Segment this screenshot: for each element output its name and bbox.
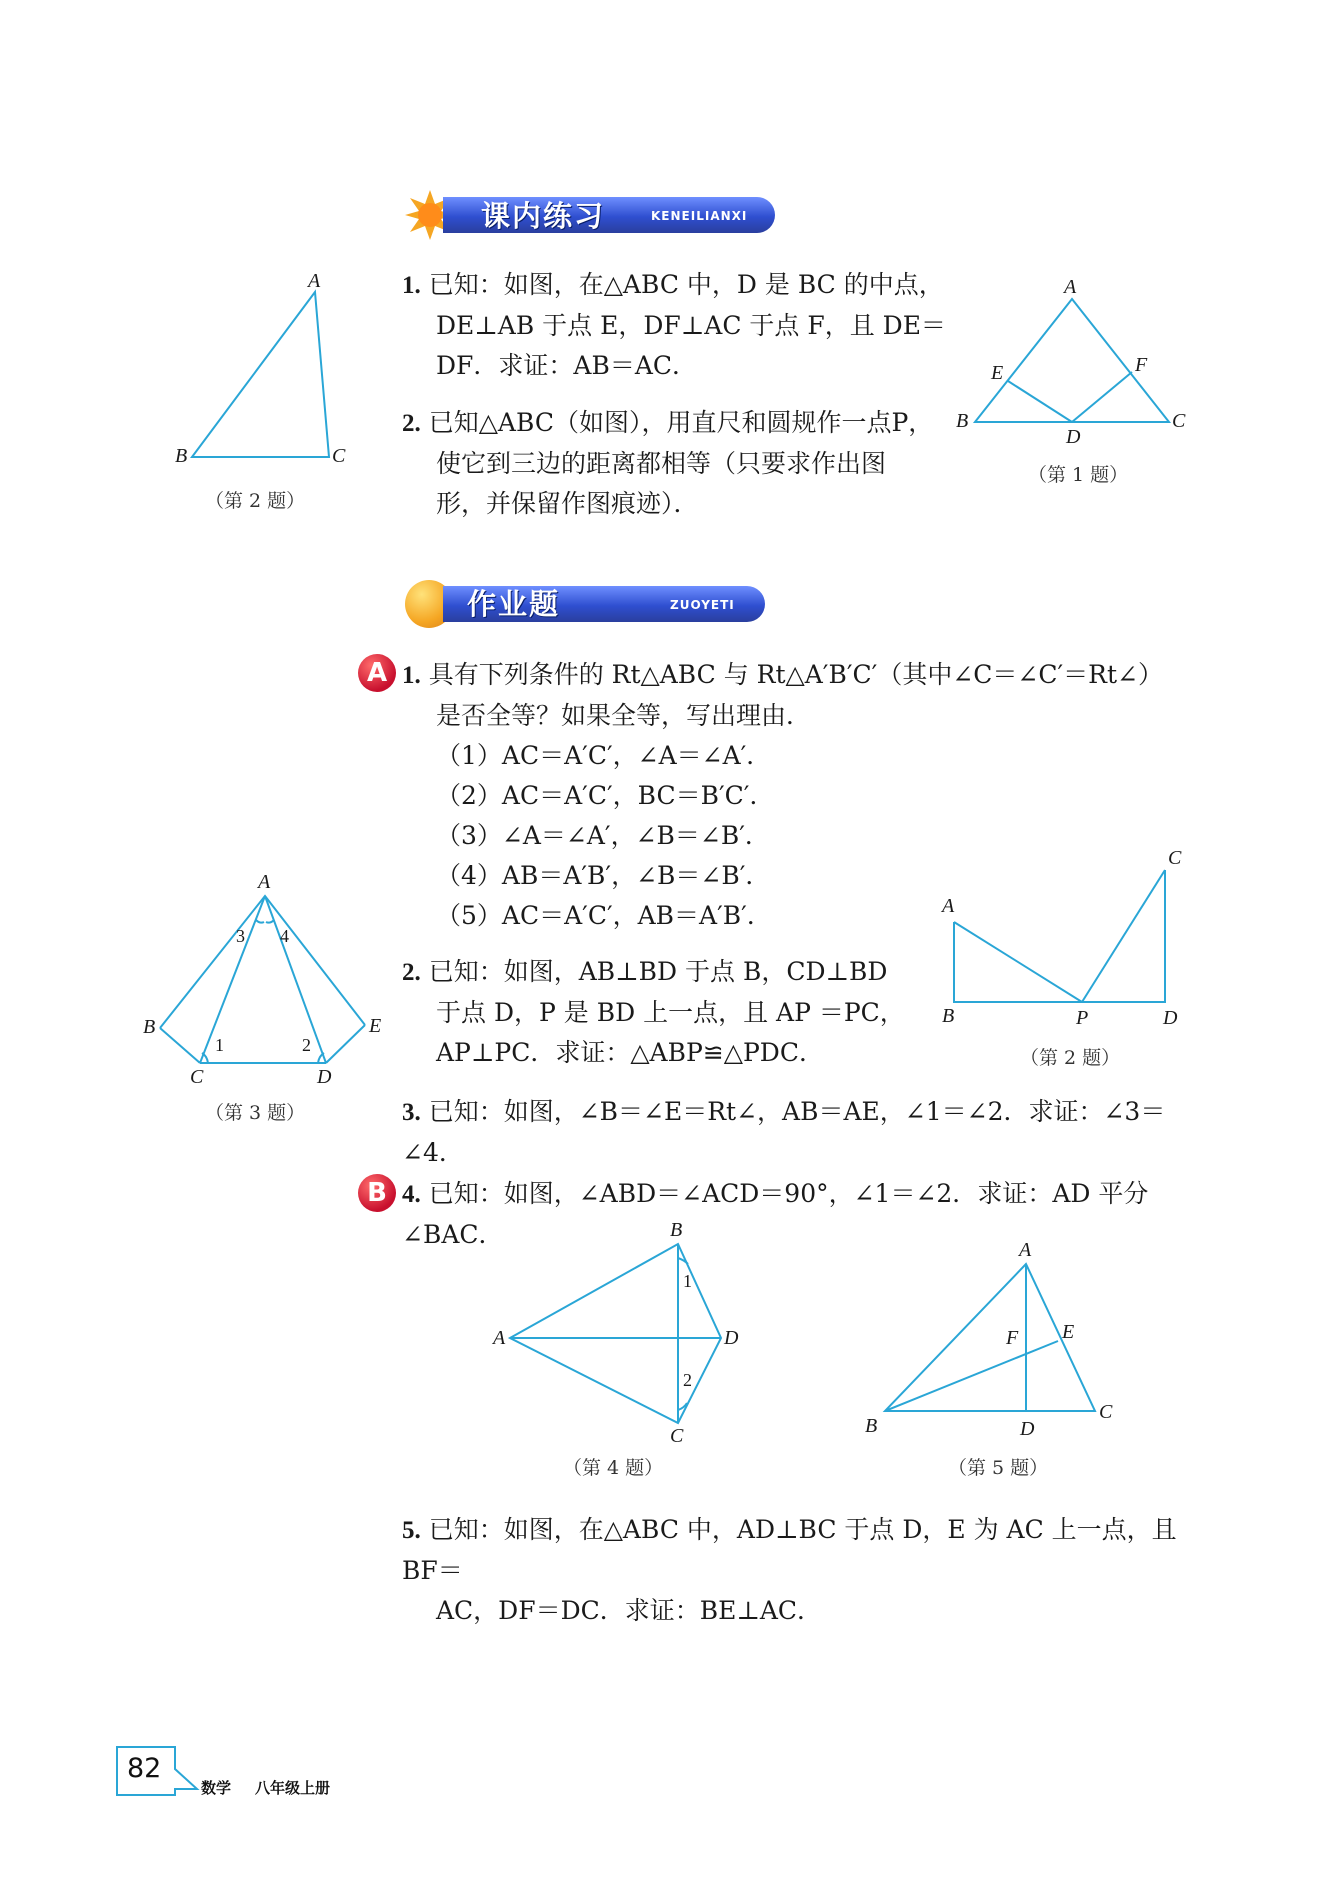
label-c: C [670,1425,684,1447]
question-line: 已知：如图，AB⊥BD 于点 B，CD⊥BD [428,957,888,986]
label-b: B [175,445,188,467]
label-f: F [1135,354,1148,376]
label-a: A [308,270,321,292]
label-a: A [1064,276,1077,298]
book-title: 数学 [201,1779,232,1797]
question-line: DF．求证：AB＝AC． [436,351,697,380]
question-number: 2. [402,410,421,437]
sub-item: （4）AB＝A′B′，∠B＝∠B′． [436,861,771,890]
angle-2: 2 [302,1035,311,1055]
question-line: 已知：如图，∠B＝∠E＝Rt∠，AB＝AE，∠1＝∠2．求证：∠3＝∠4． [402,1097,1166,1167]
label-c: C [332,445,346,467]
level-a-badge: A [358,654,396,692]
level-b-badge: B [358,1174,396,1212]
question-number: 1. [402,662,421,689]
question-line: AP⊥PC．求证：△ABP≌△PDC． [436,1038,824,1067]
sub-item: （2）AC＝A′C′，BC＝B′C′． [436,781,775,810]
section-subtitle: KENEILIANXI [651,209,748,223]
figure-homework-4 [490,1220,760,1450]
question-number: 4. [402,1181,421,1208]
question-number: 3. [402,1099,421,1126]
label-a: A [942,895,955,917]
label-b: B [942,1005,955,1027]
figure-homework-2 [930,848,1200,1033]
section-banner-practice [405,190,775,240]
label-d: D [724,1327,739,1349]
label-d: D [1020,1418,1035,1440]
caption-homework-5: （第 5 题） [948,1457,1049,1479]
homework-question-2 [402,952,922,1073]
question-line: 是否全等？如果全等，写出理由． [436,701,812,730]
question-line: DE⊥AB 于点 E，DF⊥AC 于点 F，且 DE＝ [436,311,946,340]
label-b: B [865,1415,878,1437]
angle-1: 1 [215,1035,224,1055]
question-line: 形，并保留作图痕迹）． [436,489,699,518]
question-number: 2. [402,959,421,986]
homework-question-5 [402,1510,1202,1631]
practice-question-2 [402,403,962,524]
caption-homework-4: （第 4 题） [563,1457,664,1479]
label-b: B [670,1220,683,1241]
label-a: A [1019,1239,1032,1261]
question-line: 具有下列条件的 Rt△ABC 与 Rt△A′B′C′（其中∠C＝∠C′＝Rt∠） [428,660,1163,689]
question-line: AC，DF＝DC．求证：BE⊥AC． [436,1596,823,1625]
question-line: 于点 D，P 是 BD 上一点，且 AP ＝PC， [436,998,905,1027]
homework-question-3 [402,1092,1202,1173]
label-e: E [991,362,1004,384]
page-footer [115,1745,375,1797]
angle-1: 1 [683,1271,692,1291]
section-title: 课内练习 [481,199,606,233]
caption-homework-2: （第 2 题） [1020,1047,1121,1069]
label-c: C [1099,1401,1113,1423]
page-number: 82 [127,1753,162,1784]
section-banner-homework [405,578,765,630]
figure-homework-5 [855,1238,1125,1448]
caption-homework-3: （第 3 题） [205,1102,306,1124]
question-number: 5. [402,1517,421,1544]
question-line: 使它到三边的距离都相等（只要求作出图 [436,449,887,478]
practice-question-1 [402,265,962,386]
sub-item: （5）AC＝A′C′，AB＝A′B′． [436,901,772,930]
section-title: 作业题 [467,587,561,621]
question-line: 已知：如图，在△ABC 中，D 是 BC 的中点， [428,270,944,299]
label-c: C [190,1066,204,1088]
label-d: D [317,1066,332,1088]
label-b: B [143,1016,156,1038]
question-line: 已知△ABC（如图），用直尺和圆规作一点P， [428,408,934,437]
angle-3: 3 [236,926,245,946]
figure-homework-3 [140,868,400,1088]
label-c: C [1168,848,1182,869]
angle-2: 2 [683,1370,692,1390]
caption-practice-2: （第 2 题） [205,490,306,512]
label-d: D [1066,426,1081,448]
figure-practice-2 [160,270,370,470]
label-f: F [1006,1327,1019,1349]
label-d: D [1163,1007,1178,1029]
caption-practice-1: （第 1 题） [1028,464,1129,486]
sub-item: （3）∠A＝∠A′，∠B＝∠B′． [436,821,770,850]
angle-4: 4 [280,926,289,946]
label-a: A [258,871,271,893]
label-c: C [1172,410,1186,432]
label-e: E [369,1015,382,1037]
section-subtitle: ZUOYETI [670,598,735,612]
label-p: P [1076,1007,1089,1029]
question-number: 1. [402,272,421,299]
figure-practice-1 [950,275,1200,450]
sub-item: （1）AC＝A′C′，∠A＝∠A′． [436,741,772,770]
label-e: E [1062,1321,1075,1343]
label-b: B [956,410,969,432]
question-line: 已知：如图，∠ABD＝∠ACD＝90°，∠1＝∠2．求证：AD 平分∠BAC． [402,1179,1149,1249]
book-grade: 八年级上册 [255,1779,331,1797]
label-a: A [493,1327,506,1349]
question-line: 已知：如图，在△ABC 中，AD⊥BC 于点 D，E 为 AC 上一点，且 BF＝ [402,1515,1177,1585]
